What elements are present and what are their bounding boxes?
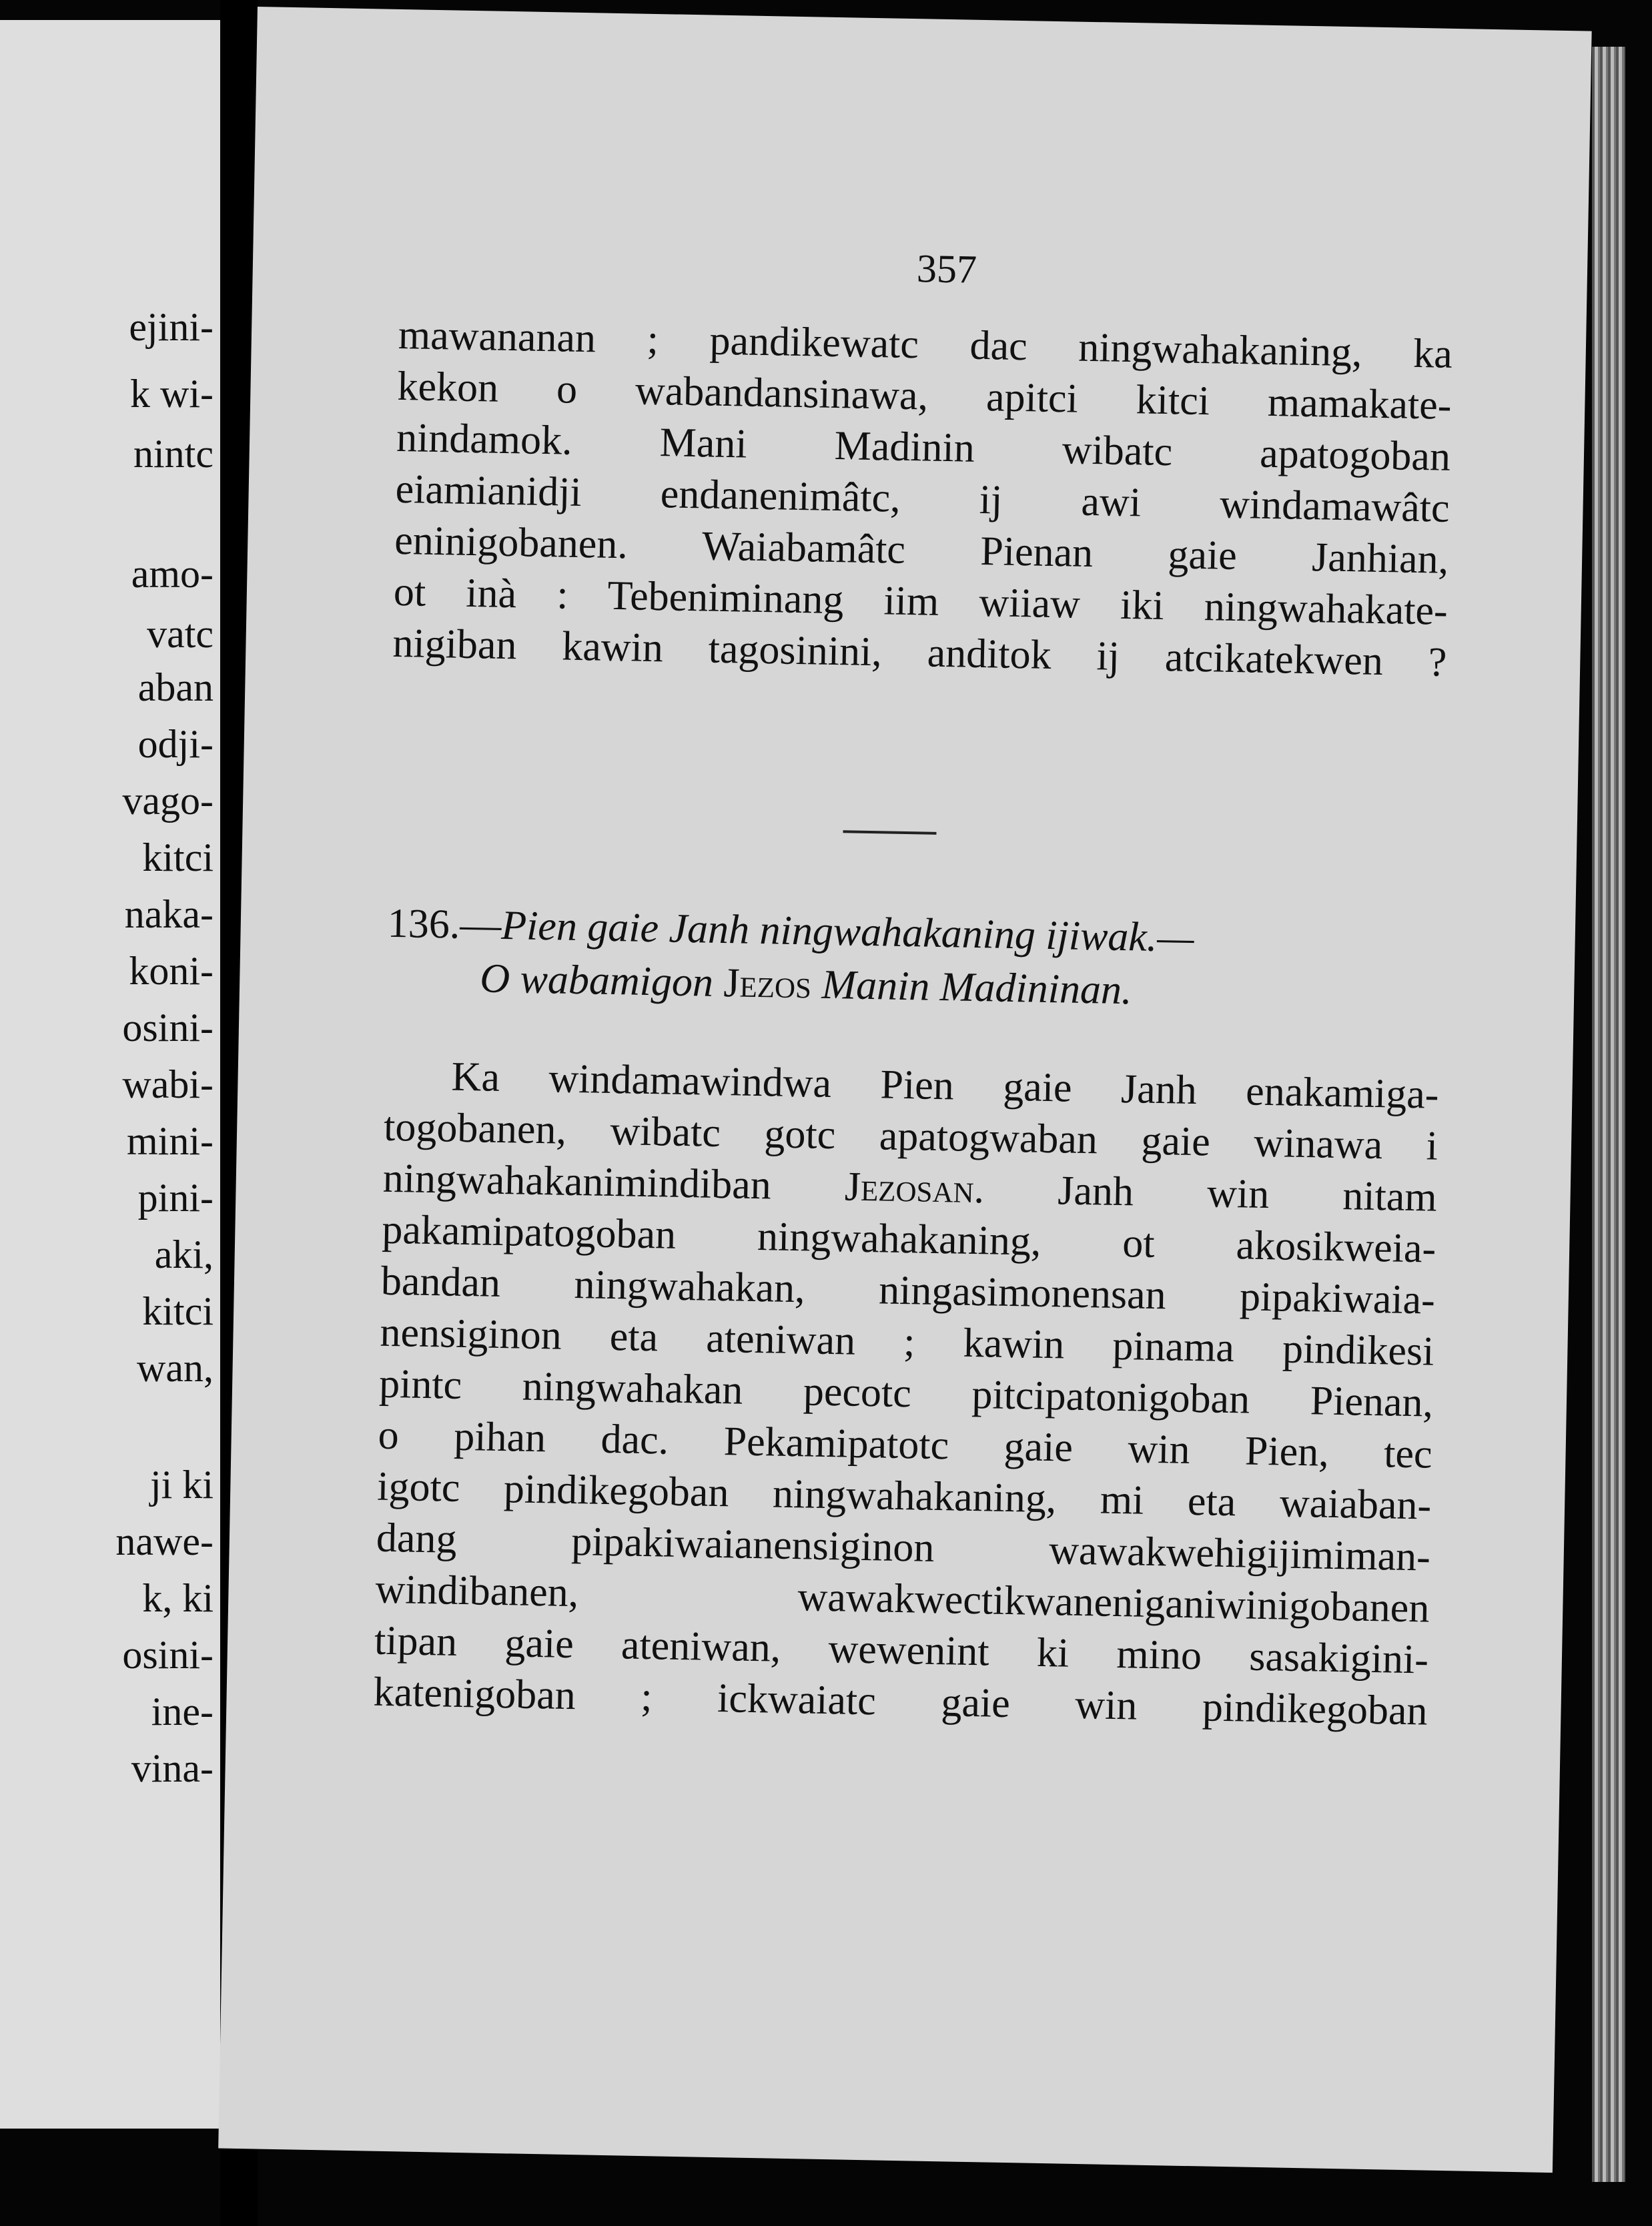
left-page-line: pini- [137, 1176, 214, 1220]
left-page-line: ji ki [149, 1463, 214, 1507]
right-page [218, 7, 1591, 2173]
text-line: dang pipakiwaianensiginon wawakwehigijimiman- [376, 1515, 1431, 1580]
paragraph-136 [373, 1050, 1439, 1738]
section-title-line1: Pien gaie Janh ningwahakaning ijiwak.— [500, 902, 1195, 961]
page-edges [1592, 47, 1625, 2182]
section-title-name: Jezos [723, 960, 812, 1008]
text-line: nigiban kawin tagosinini, anditok ij atcikatekwen ? [392, 620, 1447, 685]
text-line: igotc pindikegoban ningwahakaning, mi eta waiaban- [376, 1463, 1432, 1529]
left-page-line: k wi- [130, 372, 214, 416]
text-line: ot inà : Tebeniminang iim wiiaw iki ningwahakate- [393, 569, 1449, 634]
page-number: 357 [916, 246, 977, 292]
text-line: Ka windamawindwa Pien gaie Janh enakamiga- [451, 1054, 1440, 1118]
left-page-line: odji- [137, 722, 214, 766]
text-fragment: ningwahakanimindiban [382, 1155, 772, 1208]
left-page-line: aki, [154, 1232, 214, 1276]
text-line: mawananan ; pandikewatc dac ningwahakaning, ka [398, 312, 1453, 377]
text-line: eiamianidji endanenimâtc, ij awi windamawâtc [395, 466, 1451, 531]
left-page-line: vatc [147, 612, 214, 656]
section-divider [843, 830, 936, 835]
left-page-line: koni- [129, 949, 214, 993]
name-jezosan: Jezosan. [844, 1164, 985, 1212]
left-page-line: kitci [142, 835, 214, 879]
left-page-line: mini- [127, 1119, 214, 1163]
text-line: tipan gaie ateniwan, wewenint ki mino sasakigini- [374, 1617, 1429, 1683]
left-page-fragment [0, 20, 220, 2129]
left-page-line: vina- [131, 1746, 214, 1790]
text-line: pintc ningwahakan pecotc pitcipatonigoban Pienan, [378, 1361, 1434, 1426]
paragraph-continuation [392, 310, 1453, 689]
left-page-line: amo- [131, 552, 214, 596]
left-page-line: osini- [122, 1633, 214, 1677]
text-line: nindamok. Mani Madinin wibatc apatogoban [396, 414, 1451, 480]
left-page-line: wabi- [122, 1062, 214, 1106]
left-page-line: aban [137, 665, 214, 709]
left-page-line: ine- [151, 1690, 214, 1734]
section-heading [386, 897, 1442, 1023]
text-line: katenigoban ; ickwaiatc gaie win pindikegoban [373, 1669, 1428, 1734]
left-page-line: ejini- [129, 305, 214, 349]
left-page-line: wan, [137, 1346, 214, 1390]
text-line: eninigobanen. Waiabamâtc Pienan gaie Janhian, [394, 517, 1449, 583]
section-title-line2-b: Manin Madininan. [821, 962, 1133, 1014]
text-line: o pihan dac. Pekamipatotc gaie win Pien, tec [378, 1412, 1433, 1477]
text-line: bandan ningwahakan, ningasimonensan pipakiwaia- [380, 1258, 1436, 1323]
left-page-line: osini- [122, 1006, 214, 1050]
left-page-line: kitci [142, 1289, 214, 1333]
text-fragment: Janh win nitam [1057, 1168, 1438, 1220]
section-number: 136.— [387, 900, 502, 948]
section-title-line2-a: O wabamigon [479, 956, 714, 1006]
left-page-line: k, ki [142, 1576, 214, 1620]
text-line: togobanen, wibatc gotc apatogwaban gaie winawa i [383, 1104, 1438, 1169]
text-line: kekon o wabandansinawa, apitci kitci mamakate- [396, 363, 1452, 428]
left-page-line: nawe- [115, 1519, 214, 1563]
text-line: pakamipatogoban ningwahakaning, ot akosikweia- [381, 1206, 1436, 1272]
text-line: nensiginon eta ateniwan ; kawin pinama pindikesi [380, 1309, 1434, 1375]
left-page-line: naka- [124, 892, 214, 936]
text-line: windibanen, wawakwectikwaneniganiwinigobanen [374, 1566, 1430, 1631]
left-page-line: nintc [133, 432, 214, 476]
left-page-line: vago- [122, 779, 214, 823]
